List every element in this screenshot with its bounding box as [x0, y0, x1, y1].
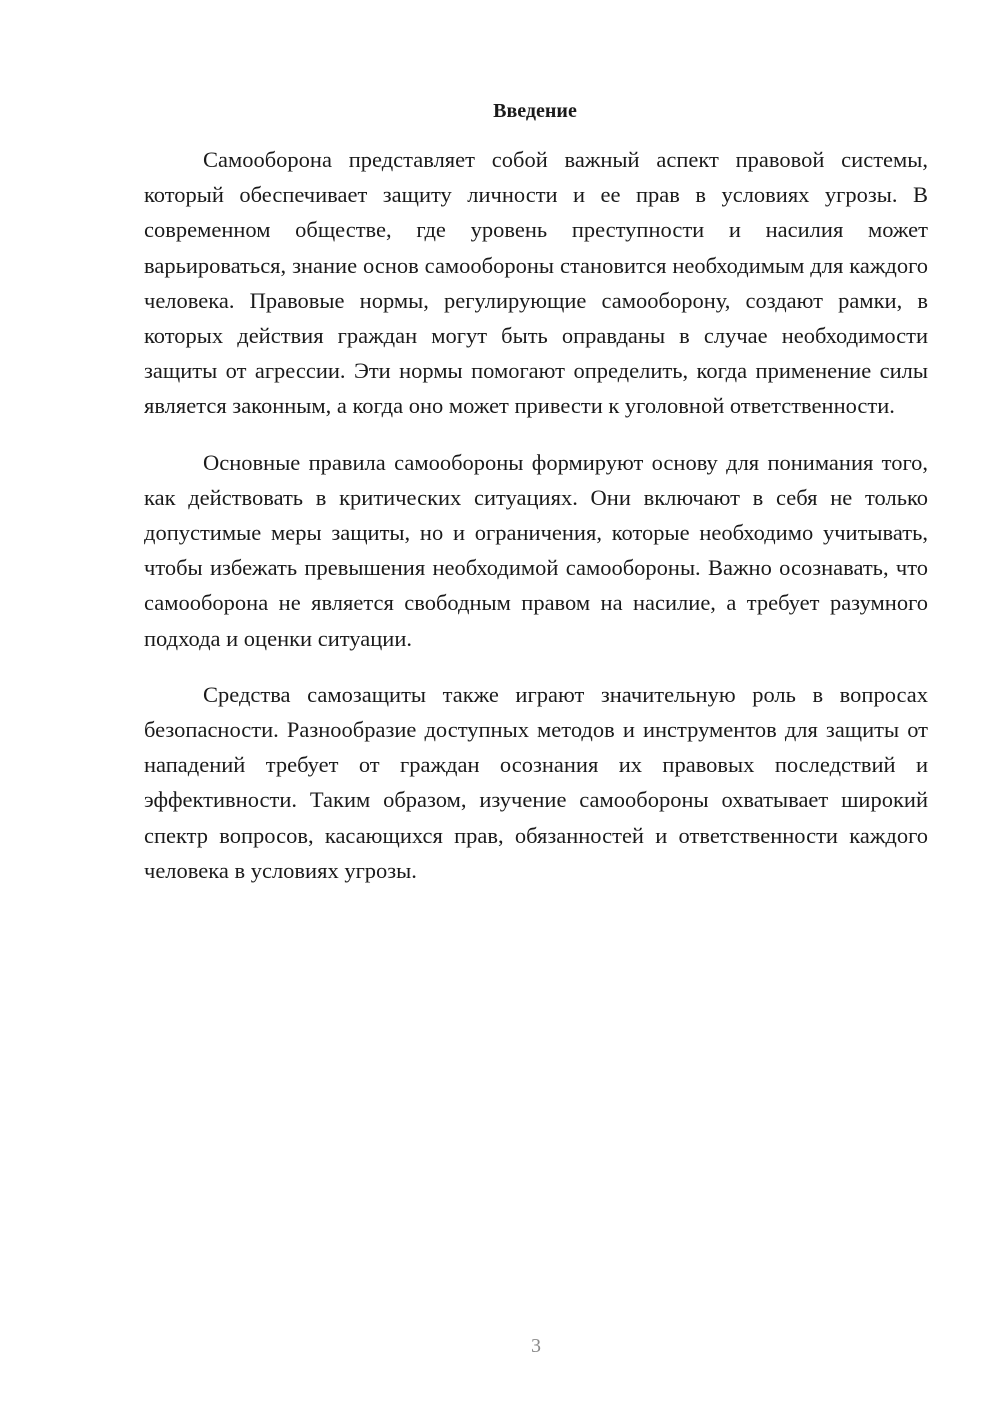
paragraph-2: Основные правила самообороны формируют основу для понимания того, как действовать в критических ситуациях. Они включают в себя не только допустимые меры защиты, но и ограничения, которые необходимо учитывать, чтобы избежать превышения необходимой самообороны. Важно осознавать, что самооборона не является свободным правом на насилие, а требует разумного подхода и оценки ситуации.: [144, 449, 928, 651]
body-text: [144, 142, 928, 909]
paragraph-1: Самооборона представляет собой важный аспект правовой системы, который обеспечивает защиту личности и ее прав в условиях угрозы. В современном обществе, где уровень преступности и насилия может варьироваться, знание основ самообороны становится необходимым для каждого человека. Правовые нормы, регулирующие самооборону, создают рамки, в которых действия граждан могут быть оправданы в случае необходимости защиты от агрессии. Эти нормы помогают определить, когда применение силы является законным, а когда оно может привести к уголовной ответственности.: [144, 147, 928, 419]
page-number: 3: [531, 1335, 541, 1357]
section-title: Введение: [493, 100, 577, 122]
paragraph-3: Средства самозащиты также играют значительную роль в вопросах безопасности. Разнообразие доступных методов и инструментов для защиты от нападений требует от граждан осознания их правовых последствий и эффективности. Таким образом, изучение самообороны охватывает широкий спектр вопросов, касающихся прав, обязанностей и ответственности каждого человека в условиях угрозы.: [144, 681, 928, 883]
